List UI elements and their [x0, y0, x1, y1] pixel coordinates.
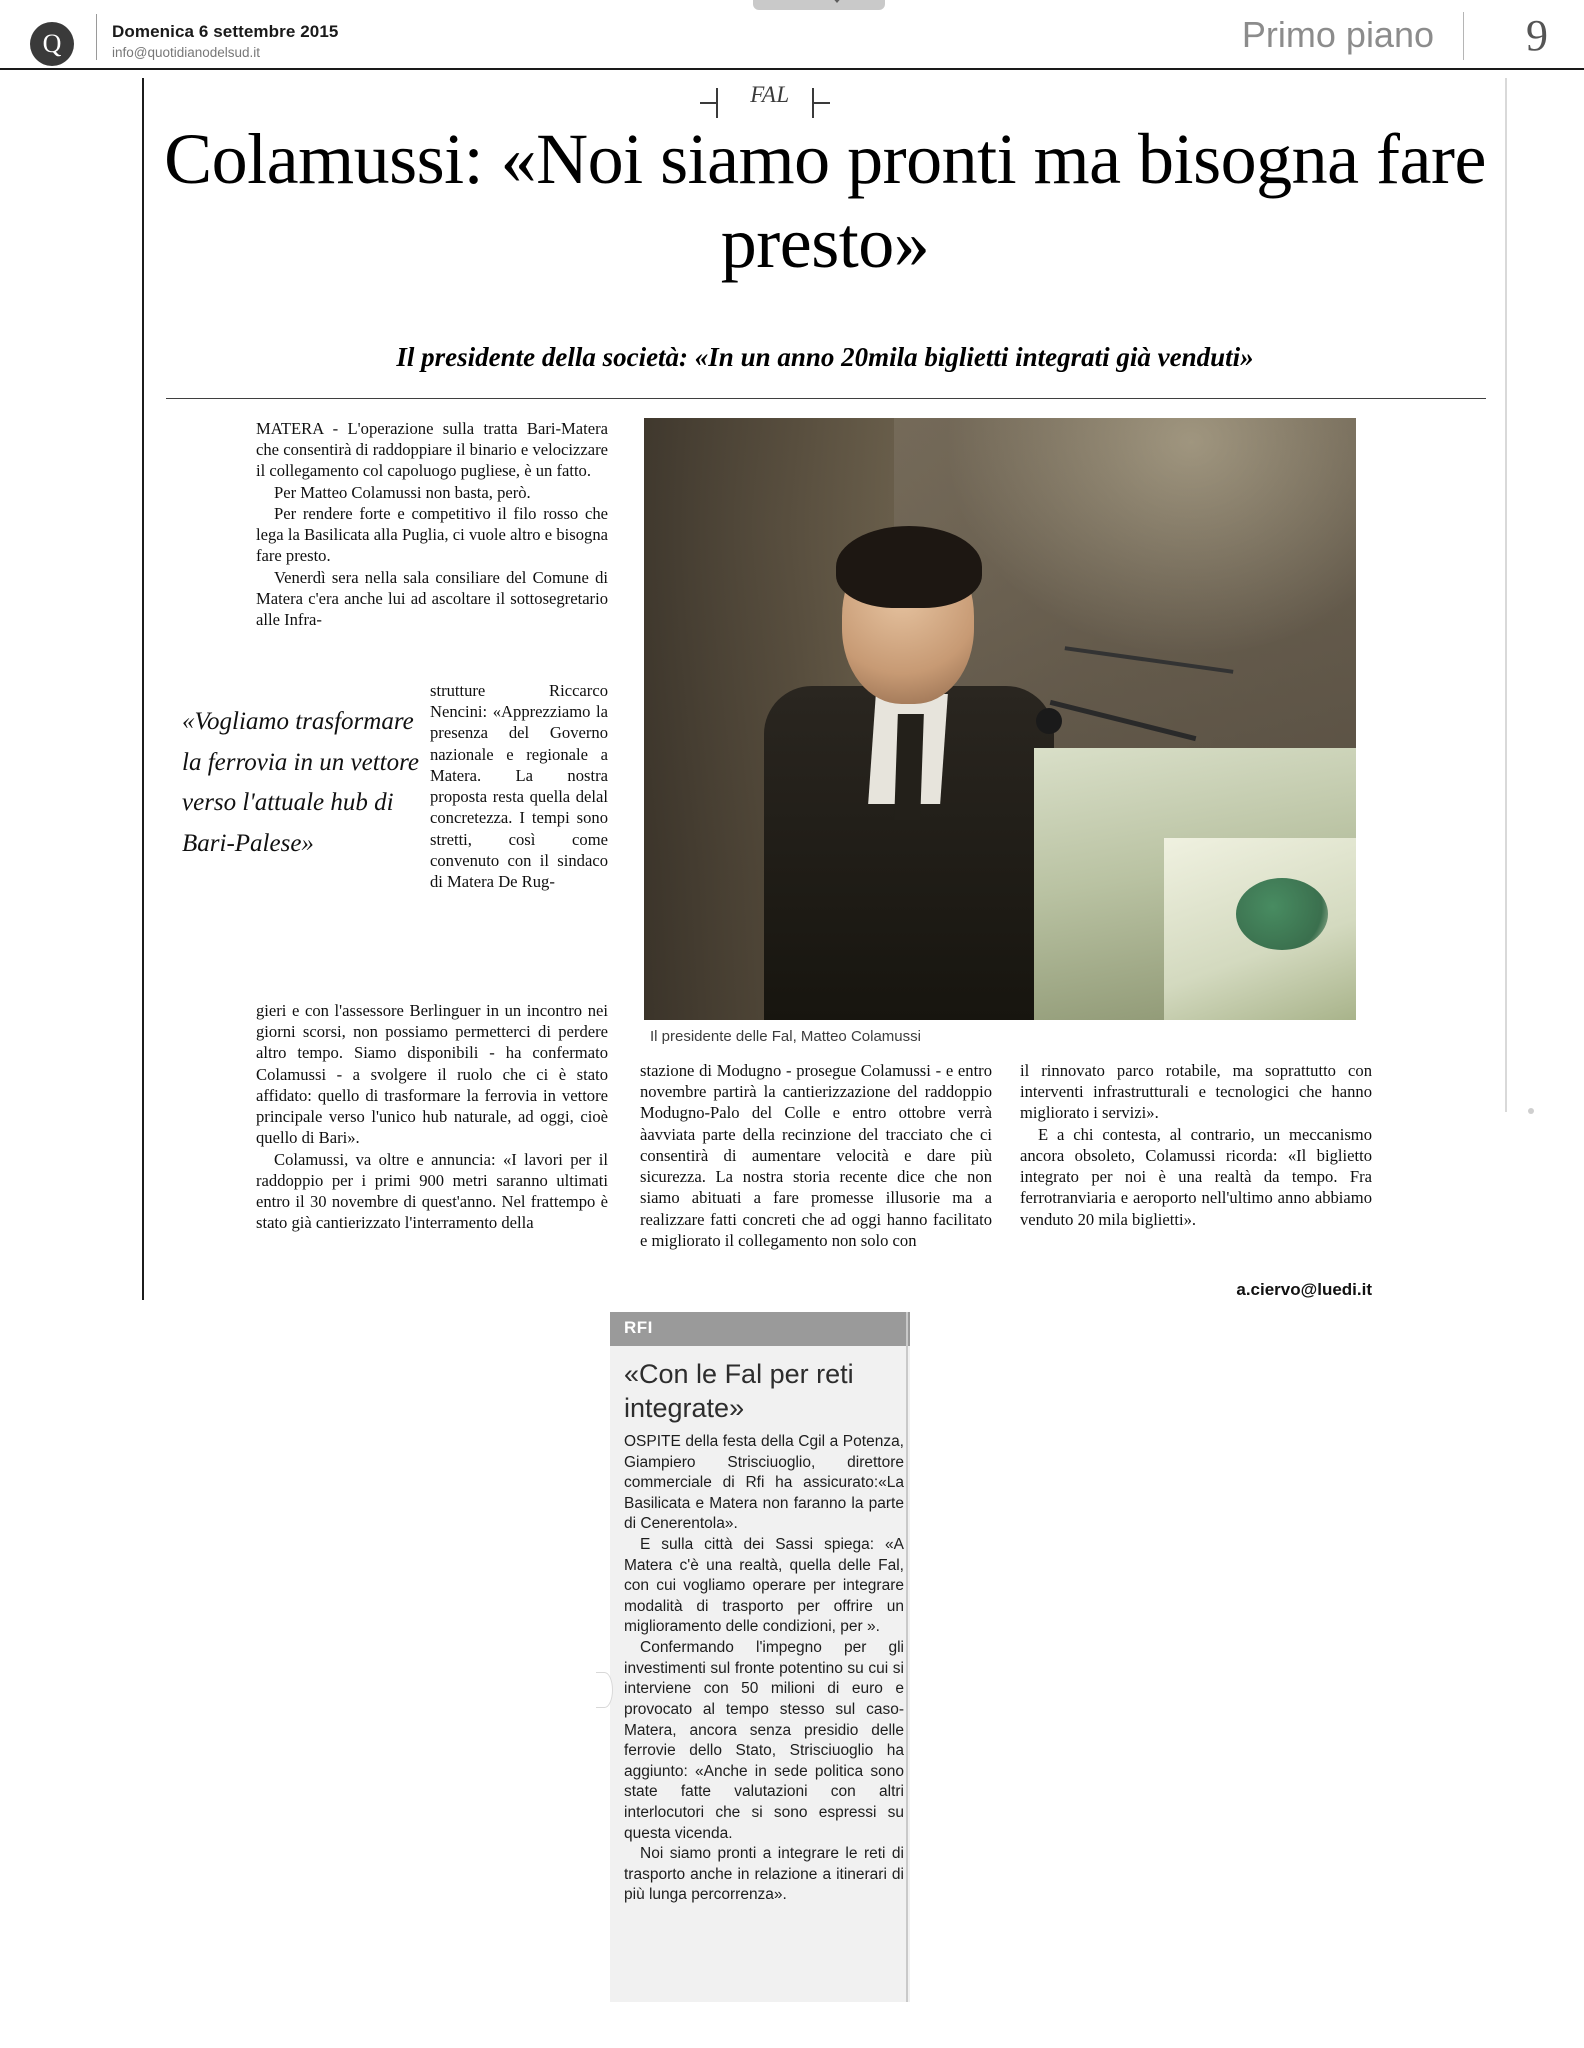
body-column-2 — [640, 1060, 992, 1251]
paragraph: Noi siamo pronti a integrare le reti di trasporto anche in relazione a itinerari di più lunga percorrenza». — [624, 1845, 904, 1904]
paragraph: Per rendere forte e competitivo il filo rosso che lega la Basilicata alla Puglia, ci vuole altro e bisogna fare presto. — [256, 503, 608, 566]
body-column-1 — [256, 418, 608, 630]
article-photo — [644, 418, 1356, 1020]
column-rule-left — [142, 78, 144, 1300]
page-speck — [1528, 1108, 1534, 1114]
paragraph: Per Matteo Colamussi non basta, però. — [274, 482, 531, 502]
headline: Colamussi: «Noi siamo pronti ma bisogna fare presto» — [164, 119, 1486, 283]
photo-podium-logo — [1236, 878, 1328, 950]
masthead-divider-right — [1463, 12, 1464, 60]
photo-speaker-tie — [894, 714, 924, 820]
pull-quote: «Vogliamo trasformare la ferrovia in un vettore verso l'attuale hub di Bari-Palese» — [182, 708, 419, 857]
column-rule-right — [1505, 78, 1507, 1112]
subheadline: Il presidente della società: «In un anno 20mila biglietti integrati già venduti» — [396, 342, 1254, 372]
paragraph: Colamussi, va oltre e annuncia: «I lavori per il raddoppio per i primi 900 metri saranno ultimati entro il 30 novembre di quest'anno. Nel frattempo è stato già cantierizzato l'interramento della — [256, 1149, 608, 1233]
section-title: Primo piano — [1241, 14, 1434, 55]
paragraph: Confermando l'impegno per gli investimenti sul fronte potentino su cui si interviene con 50 milioni di euro e provocato al tempo stesso sul caso-Matera, ancora senza presidio delle ferrovie dello Stato, Strisciuoglio ha aggiunto: «Anche in sede politica sono state fatte valutazioni con altri interlocutori che si sono espressi su questa vicenda. — [624, 1639, 904, 1842]
photo-microphone-icon — [1036, 708, 1062, 734]
body-column-3 — [1020, 1060, 1372, 1230]
sidebar-notch — [596, 1672, 613, 1708]
photo-highlight — [944, 418, 1356, 658]
sidebar-body — [624, 1432, 904, 1906]
headline-rule — [166, 398, 1486, 399]
kicker-rule-right — [812, 102, 830, 104]
masthead — [0, 0, 1584, 70]
paragraph: stazione di Modugno - prosegue Colamussi - e entro novembre partirà la cantierizzazione del raddoppio Modugno-Palo del Colle e entro ottobre verrà àavviata parte della recinzione del tracciato che ci consentirà di aumentare velocità e dare più sicurezza. La nostra storia recente dice che non siamo abituati a fare promesse illusorie ma a realizzare fatti concreti che ad oggi hanno facilitato e migliorato il collegamento non solo con — [640, 1061, 992, 1250]
paragraph: strutture Riccarco Nencini: «Apprezziamo la presenza del Governo nazionale e regionale a Matera. La nostra proposta resta quella delal concretezza. I tempi sono stretti, così come convenuto con il sindaco di Matera De Rug- — [430, 681, 608, 892]
paragraph: OSPITE della festa della Cgil a Potenza, Giampiero Strisciuoglio, direttore commerciale di Rfi ha assicurato:«La Basilicata e Matera non faranno la parte di Cenerentola». — [624, 1433, 904, 1533]
paragraph: Venerdì sera nella sala consiliare del Comune di Matera c'era anche lui ad ascoltare il sottosegretario alle Infra- — [256, 567, 608, 630]
contact-email: info@quotidianodelsud.it — [112, 45, 261, 60]
paragraph: E sulla città dei Sassi spiega: «A Matera c'è una realtà, quella delle Fal, con cui vogliamo operare per integrare modalità di trasporto per offrire un miglioramento delle condizioni, per ». — [624, 1536, 904, 1636]
paragraph: E a chi contesta, al contrario, un meccanismo ancora obsoleto, Colamussi ricorda: «Il biglietto integrato per noi è una realtà da tempo. Fra ferrotranviaria e aeroporto nell'ultimo anno abbiamo venduto 20 mila biglietti». — [1020, 1124, 1372, 1229]
sidebar-edge-rule — [906, 1312, 908, 2002]
paragraph: gieri e con l'assessore Berlinguer in un incontro nei giorni scorsi, non possiamo permetterci di perdere altro tempo. Siamo disponibili - ha confermato Colamussi - a svolgere il ruolo che ci è stato affidato: quello di trasformare la ferrovia in vettore principale verso l'unico hub naturale, ad oggi, cioè quello di Bari». — [256, 1001, 608, 1148]
page-number: 9 — [1526, 11, 1548, 60]
masthead-divider — [96, 14, 97, 60]
paragraph: il rinnovato parco rotabile, ma soprattutto con interventi infrastrutturali e tecnologici che hanno migliorato i servizi». — [1020, 1061, 1372, 1123]
body-column-1-lower — [256, 1000, 608, 1234]
sidebar-header — [610, 1312, 910, 1346]
kicker-bar-left — [716, 88, 718, 118]
article-kicker: FAL — [750, 82, 790, 107]
body-column-1-narrow — [430, 680, 608, 892]
sidebar-title: «Con le Fal per reti integrate» — [624, 1359, 854, 1423]
issue-date: Domenica 6 settembre 2015 — [112, 22, 339, 41]
sidebar-tag: RFI — [624, 1318, 653, 1337]
publication-logo-icon: Q — [30, 22, 74, 66]
paragraph: MATERA - L'operazione sulla tratta Bari-Matera che consentirà di raddoppiare il binario e velocizzare il collegamento col capoluogo pugliese, è un fatto. — [256, 419, 608, 481]
byline: a.ciervo@luedi.it — [1236, 1280, 1372, 1299]
photo-speaker-hair — [836, 526, 982, 608]
photo-caption: Il presidente delle Fal, Matteo Colamussi — [650, 1028, 921, 1045]
